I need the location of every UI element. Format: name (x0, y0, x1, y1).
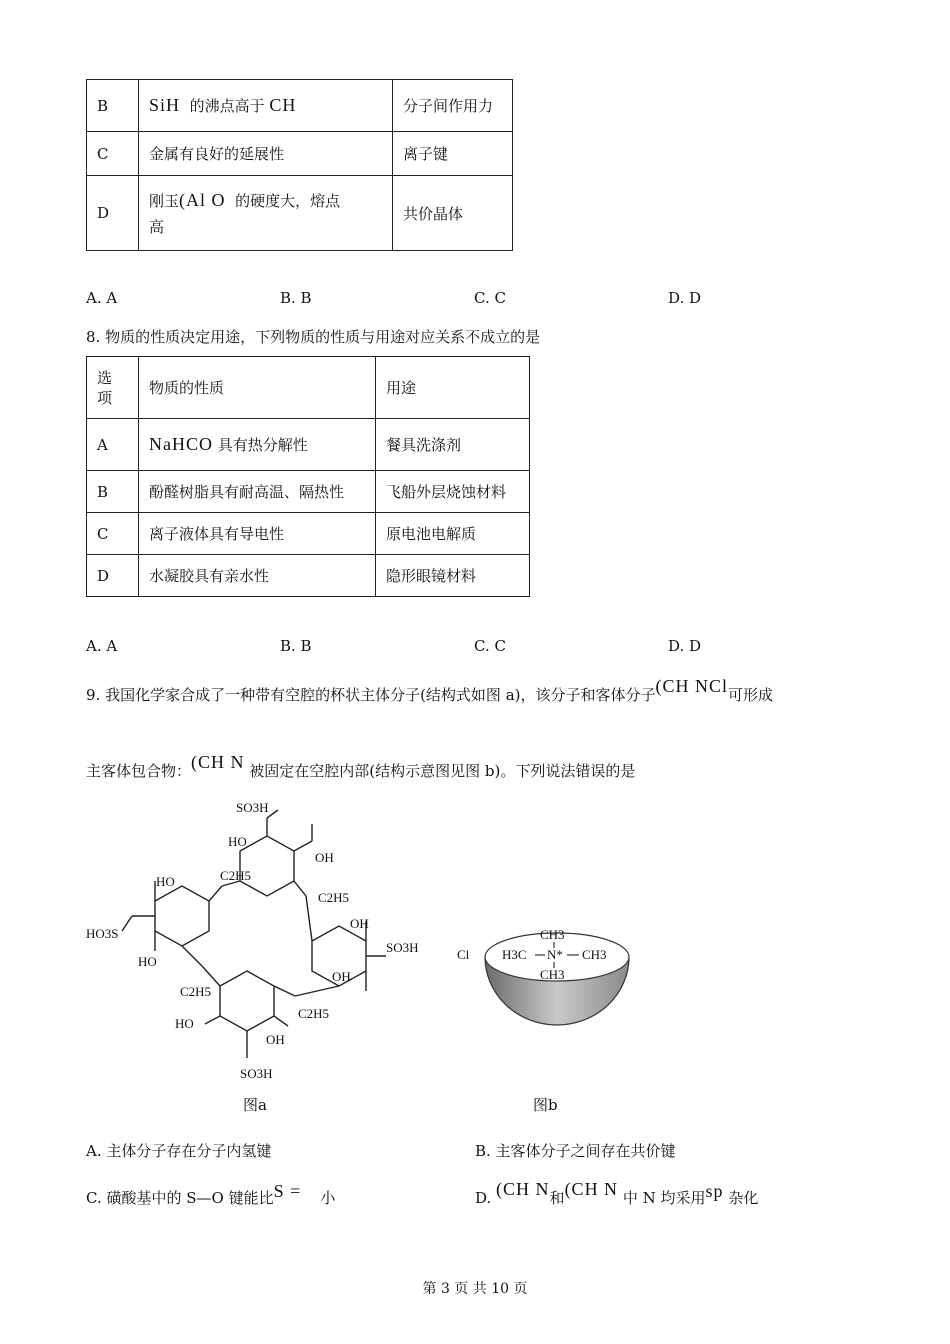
ethyl-label: C2H5 (180, 984, 212, 999)
option-b[interactable]: B. B (280, 637, 312, 655)
q9-stem-line2: 主客体包合物：(CH N 被固定在空腔内部(结构示意图见图 b)。下列说法错误的是 (86, 752, 636, 780)
table-header-row (87, 357, 530, 419)
explain-cell: 共价晶体 (393, 176, 513, 251)
property-cell: 离子液体具有导电性 (139, 513, 376, 555)
methyl-label: CH3 (540, 967, 565, 982)
option-d[interactable]: D. D (668, 637, 702, 655)
benzene-ring-top (240, 836, 294, 896)
benzene-ring-bottom (220, 971, 274, 1031)
q7-table (86, 79, 513, 251)
property-cell: SiH 的沸点高于 CH (139, 80, 393, 132)
option-cell: C (87, 132, 139, 176)
table-row (87, 176, 513, 251)
option-c[interactable]: C. C (474, 289, 506, 307)
option-d[interactable]: D. D (668, 289, 702, 307)
q8-table (86, 356, 530, 597)
option-a[interactable]: A. A (86, 289, 118, 307)
ethyl-label: C2H5 (298, 1006, 330, 1021)
oh-label: OH (332, 969, 351, 984)
q9-option-a[interactable]: A. 主体分子存在分子内氢键 (86, 1142, 272, 1160)
option-cell: D (87, 555, 139, 597)
so3h-label: SO3H (240, 1066, 273, 1081)
header-use: 用途 (376, 357, 530, 419)
figure-b-caption: 图b (533, 1096, 558, 1114)
so3h-label: SO3H (386, 940, 419, 955)
so3h-label: SO3H (236, 800, 269, 815)
figure-b-bowl (455, 915, 635, 1027)
option-cell: A (87, 419, 139, 471)
use-cell: 餐具洗涤剂 (376, 419, 530, 471)
option-cell: B (87, 80, 139, 132)
option-a[interactable]: A. A (86, 637, 118, 655)
oh-label: HO (228, 834, 247, 849)
use-cell: 隐形眼镜材料 (376, 555, 530, 597)
oh-label: OH (315, 850, 334, 865)
q9-option-c[interactable]: C. 磺酸基中的 S—O 键能比S = 小 (86, 1181, 336, 1207)
methyl-label: CH3 (540, 927, 565, 942)
q7-options (86, 289, 866, 311)
option-cell: B (87, 471, 139, 513)
q9-stem-line1: 9. 我国化学家合成了一种带有空腔的杯状主体分子(结构式如图 a)，该分子和客体分子(CH NCl可形成 (86, 676, 774, 704)
q9-option-b[interactable]: B. 主客体分子之间存在共价键 (475, 1142, 676, 1160)
ethyl-label: C2H5 (318, 890, 350, 905)
nitrogen-label: N* (547, 947, 563, 962)
table-row (87, 555, 530, 597)
property-cell: 水凝胶具有亲水性 (139, 555, 376, 597)
property-cell: 金属有良好的延展性 (139, 132, 393, 176)
figure-a-calixarene (80, 796, 440, 1096)
oh-label: OH (266, 1032, 285, 1047)
methyl-label: CH3 (582, 947, 607, 962)
ho3s-label: HO3S (86, 926, 119, 941)
property-cell: 刚玉(Al O 的硬度大，熔点 高 (139, 176, 393, 251)
benzene-ring-left (155, 886, 209, 946)
option-c[interactable]: C. C (474, 637, 506, 655)
explain-cell: 分子间作用力 (393, 80, 513, 132)
page-footer: 第 3 页 共 10 页 (422, 1281, 528, 1297)
q9-option-d[interactable]: D. (CH N和(CH N 中 N 均采用sp 杂化 (475, 1179, 759, 1207)
table-row (87, 419, 530, 471)
table-row (87, 132, 513, 176)
q8-stem: 8. 物质的性质决定用途，下列物质的性质与用途对应关系不成立的是 (86, 328, 541, 346)
oh-label: HO (138, 954, 157, 969)
header-option: 选 项 (87, 357, 139, 419)
property-cell: NaHCO 具有热分解性 (139, 419, 376, 471)
table-row (87, 80, 513, 132)
option-b[interactable]: B. B (280, 289, 312, 307)
table-row (87, 471, 530, 513)
explain-cell: 离子键 (393, 132, 513, 176)
use-cell: 原电池电解质 (376, 513, 530, 555)
q8-options (86, 637, 866, 659)
use-cell: 飞船外层烧蚀材料 (376, 471, 530, 513)
property-cell: 酚醛树脂具有耐高温、隔热性 (139, 471, 376, 513)
oh-label: OH (350, 916, 369, 931)
option-cell: C (87, 513, 139, 555)
table-row (87, 513, 530, 555)
figure-a-caption: 图a (243, 1096, 267, 1114)
ethyl-label: C2H5 (220, 868, 252, 883)
header-property: 物质的性质 (139, 357, 376, 419)
option-cell: D (87, 176, 139, 251)
oh-label: HO (156, 874, 175, 889)
chloride-label: Cl (457, 947, 470, 962)
methyl-label: H3C (502, 947, 527, 962)
oh-label: HO (175, 1016, 194, 1031)
